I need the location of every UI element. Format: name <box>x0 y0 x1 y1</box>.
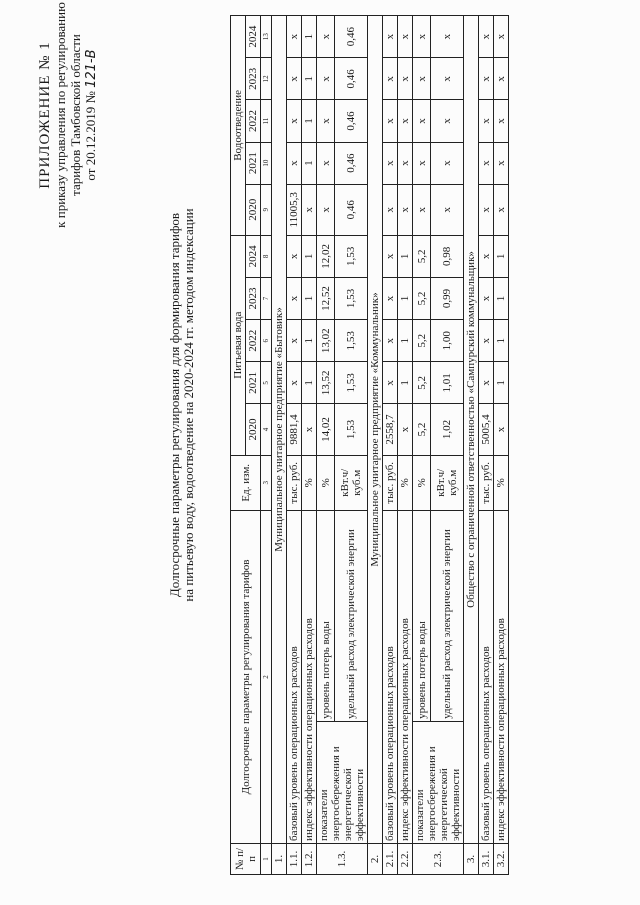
sewer-header: Водоотведение <box>231 16 246 236</box>
unit: кВт.ч/куб.м <box>431 455 464 510</box>
column-number: 1 <box>261 843 272 874</box>
rotated-document <box>8 2 628 895</box>
param-name: показатели энергосбережения и энергетической эффективности <box>413 721 464 843</box>
water-value: x <box>479 277 494 319</box>
sewer-value: x <box>431 142 464 184</box>
water-value: 5,2 <box>413 362 431 404</box>
table-row <box>398 16 413 875</box>
sub-param-name: уровень потерь воды <box>413 511 431 722</box>
sewer-value: x <box>383 58 398 100</box>
water-value: x <box>479 235 494 277</box>
sewer-value: x <box>383 100 398 142</box>
sewer-value: x <box>494 142 509 184</box>
column-number: 10 <box>261 142 272 184</box>
water-value: 1 <box>302 277 317 319</box>
water-value: 1 <box>302 235 317 277</box>
water-header: Питьевая вода <box>231 235 246 455</box>
water-value: 1 <box>302 320 317 362</box>
sewer-value: x <box>431 184 464 235</box>
document-title <box>168 125 196 685</box>
sewer-value: 0,46 <box>335 142 368 184</box>
sewer-value: x <box>383 142 398 184</box>
param-name: базовый уровень операционных расходов <box>479 511 494 844</box>
appendix-date: от 20.12.2019 № <box>83 91 98 181</box>
org-name: Муниципальное унитарное предприятие «Коммунальник» <box>368 16 383 844</box>
water-value: 1 <box>398 235 413 277</box>
org-row <box>272 16 287 875</box>
water-value: 5005,4 <box>479 404 494 455</box>
column-number: 11 <box>261 100 272 142</box>
sewer-value: 1 <box>302 16 317 58</box>
water-value: 1,53 <box>335 362 368 404</box>
document-title-line-1: Долгосрочные параметры регулирования для формирования тарифов <box>167 212 182 598</box>
row-num: 2.1. <box>383 843 398 874</box>
water-value: x <box>494 404 509 455</box>
column-number: 2 <box>261 511 272 844</box>
sewer-value: x <box>413 16 431 58</box>
water-value: 1 <box>494 362 509 404</box>
water-value: 1 <box>398 362 413 404</box>
table-row <box>494 16 509 875</box>
sewer-value: x <box>398 142 413 184</box>
sewer-value: x <box>479 58 494 100</box>
table-row <box>287 16 302 875</box>
water-value: 1,02 <box>431 404 464 455</box>
water-value: 0,99 <box>431 277 464 319</box>
param-name: показатели энергосбережения и энергетической эффективности <box>317 721 368 843</box>
row-num: 3.2. <box>494 843 509 874</box>
param-name: базовый уровень операционных расходов <box>287 511 302 844</box>
water-value: 5,2 <box>413 235 431 277</box>
unit: % <box>398 455 413 510</box>
table-row <box>413 16 431 875</box>
row-num: 2.2. <box>398 843 413 874</box>
appendix-line-3 <box>83 0 99 235</box>
water-value: 5,2 <box>413 277 431 319</box>
org-num: 3. <box>464 843 479 874</box>
org-num: 1. <box>272 843 287 874</box>
sewer-value: x <box>317 16 335 58</box>
water-value: 1,53 <box>335 404 368 455</box>
sewer-year-2022: 2022 <box>246 100 261 142</box>
column-number: 3 <box>261 455 272 510</box>
sewer-value: x <box>494 100 509 142</box>
sewer-value: 1 <box>302 58 317 100</box>
column-number: 5 <box>261 362 272 404</box>
org-row <box>368 16 383 875</box>
sub-param-name: удельный расход электрической энергии <box>335 511 368 722</box>
water-value: x <box>383 320 398 362</box>
sewer-value: 0,46 <box>335 184 368 235</box>
appendix-line-2: тарифов Тамбовской области <box>68 34 83 196</box>
table-body <box>272 16 509 875</box>
water-value: x <box>287 235 302 277</box>
sewer-value: x <box>479 100 494 142</box>
water-value: 0,98 <box>431 235 464 277</box>
org-name: Общество с ограниченной ответственностью «Сампурский коммунальщик» <box>464 16 479 844</box>
sewer-value: x <box>398 16 413 58</box>
column-number: 7 <box>261 277 272 319</box>
row-num: 2.3. <box>413 843 464 874</box>
sewer-value: x <box>317 100 335 142</box>
col-num-header: № п/п <box>231 843 261 874</box>
param-name: индекс эффективности операционных расходов <box>494 511 509 844</box>
water-value: 12,52 <box>317 277 335 319</box>
column-number: 13 <box>261 16 272 58</box>
water-value: x <box>383 277 398 319</box>
sewer-value: 1 <box>302 100 317 142</box>
sewer-year-2023: 2023 <box>246 58 261 100</box>
column-number: 8 <box>261 235 272 277</box>
sewer-value: x <box>413 58 431 100</box>
water-value: x <box>398 404 413 455</box>
sewer-value: x <box>302 184 317 235</box>
sewer-value: x <box>287 16 302 58</box>
water-value: 1,53 <box>335 235 368 277</box>
water-value: x <box>383 362 398 404</box>
unit: % <box>317 455 335 510</box>
column-number: 6 <box>261 320 272 362</box>
sewer-value: x <box>431 58 464 100</box>
water-value: 13,52 <box>317 362 335 404</box>
water-value: 13,02 <box>317 320 335 362</box>
sewer-value: x <box>413 184 431 235</box>
org-row <box>464 16 479 875</box>
water-value: 1 <box>494 320 509 362</box>
sewer-value: x <box>287 58 302 100</box>
appendix-line-1: к приказу управления по регулированию <box>53 2 68 228</box>
water-value: x <box>287 277 302 319</box>
unit: кВт.ч/куб.м <box>335 455 368 510</box>
table-row <box>479 16 494 875</box>
water-value: 1 <box>302 362 317 404</box>
sewer-value: x <box>383 16 398 58</box>
sewer-value: x <box>383 184 398 235</box>
sewer-value: x <box>494 16 509 58</box>
water-value: 14,02 <box>317 404 335 455</box>
param-name: индекс эффективности операционных расходов <box>302 511 317 844</box>
water-value: x <box>287 320 302 362</box>
water-value: 1,53 <box>335 320 368 362</box>
water-value: 1 <box>398 277 413 319</box>
sewer-year-2021: 2021 <box>246 142 261 184</box>
row-num: 3.1. <box>479 843 494 874</box>
sewer-value: x <box>317 142 335 184</box>
appendix-title: ПРИЛОЖЕНИЕ № 1 <box>37 41 53 189</box>
water-value: 1 <box>398 320 413 362</box>
water-year-2020: 2020 <box>246 404 261 455</box>
water-value: x <box>479 362 494 404</box>
sewer-value: x <box>431 16 464 58</box>
unit: тыс. руб. <box>287 455 302 510</box>
unit: % <box>494 455 509 510</box>
sewer-value: 11005,3 <box>287 184 302 235</box>
column-number: 12 <box>261 58 272 100</box>
column-number: 9 <box>261 184 272 235</box>
sewer-value: x <box>494 184 509 235</box>
sewer-value: 0,46 <box>335 16 368 58</box>
sewer-value: x <box>317 184 335 235</box>
water-value: x <box>287 362 302 404</box>
sewer-value: 0,46 <box>335 58 368 100</box>
unit: тыс. руб. <box>479 455 494 510</box>
sewer-value: 1 <box>302 142 317 184</box>
water-value: x <box>383 235 398 277</box>
sewer-value: x <box>398 100 413 142</box>
water-value: 12,02 <box>317 235 335 277</box>
water-year-2024: 2024 <box>246 235 261 277</box>
water-value: 1 <box>494 235 509 277</box>
water-value: 1,00 <box>431 320 464 362</box>
col-unit-header: Ед. изм. <box>231 455 261 510</box>
row-num: 1.3. <box>317 843 368 874</box>
unit: тыс. руб. <box>383 455 398 510</box>
sewer-value: x <box>398 58 413 100</box>
appendix-header <box>38 0 99 235</box>
water-year-2023: 2023 <box>246 277 261 319</box>
water-value: 9881,4 <box>287 404 302 455</box>
water-value: 5,2 <box>413 404 431 455</box>
water-year-2021: 2021 <box>246 362 261 404</box>
water-value: 5,2 <box>413 320 431 362</box>
unit: % <box>413 455 431 510</box>
sewer-value: 0,46 <box>335 100 368 142</box>
org-num: 2. <box>368 843 383 874</box>
document-title-line-2: на питьевую воду, водоотведение на 2020-2024 гг. методом индексации <box>181 208 196 602</box>
sewer-value: x <box>431 100 464 142</box>
table-row <box>317 16 335 875</box>
column-number-row <box>261 16 272 875</box>
water-value: x <box>302 404 317 455</box>
sub-param-name: удельный расход электрической энергии <box>431 511 464 722</box>
water-value: 2558,7 <box>383 404 398 455</box>
water-year-2022: 2022 <box>246 320 261 362</box>
water-value: 1,01 <box>431 362 464 404</box>
sewer-value: x <box>287 100 302 142</box>
sewer-value: x <box>479 16 494 58</box>
sewer-value: x <box>413 142 431 184</box>
param-name: индекс эффективности операционных расходов <box>398 511 413 844</box>
sewer-value: x <box>479 184 494 235</box>
table-row <box>302 16 317 875</box>
sub-param-name: уровень потерь воды <box>317 511 335 722</box>
column-number: 4 <box>261 404 272 455</box>
param-name: базовый уровень операционных расходов <box>383 511 398 844</box>
parameters-table <box>230 15 509 875</box>
row-num: 1.1. <box>287 843 302 874</box>
handwritten-order-number: 121-В <box>84 49 99 88</box>
sewer-value: x <box>494 58 509 100</box>
unit: % <box>302 455 317 510</box>
sewer-value: x <box>413 100 431 142</box>
sewer-value: x <box>317 58 335 100</box>
sewer-value: x <box>287 142 302 184</box>
water-value: x <box>479 320 494 362</box>
org-name: Муниципальное унитарное предприятие «Бытовик» <box>272 16 287 844</box>
table-row <box>383 16 398 875</box>
sewer-value: x <box>398 184 413 235</box>
water-value: 1,53 <box>335 277 368 319</box>
col-param-header: Долгосрочные параметры регулирования тарифов <box>231 511 261 844</box>
sewer-year-2020: 2020 <box>246 184 261 235</box>
water-value: 1 <box>494 277 509 319</box>
sewer-year-2024: 2024 <box>246 16 261 58</box>
sewer-value: x <box>479 142 494 184</box>
row-num: 1.2. <box>302 843 317 874</box>
